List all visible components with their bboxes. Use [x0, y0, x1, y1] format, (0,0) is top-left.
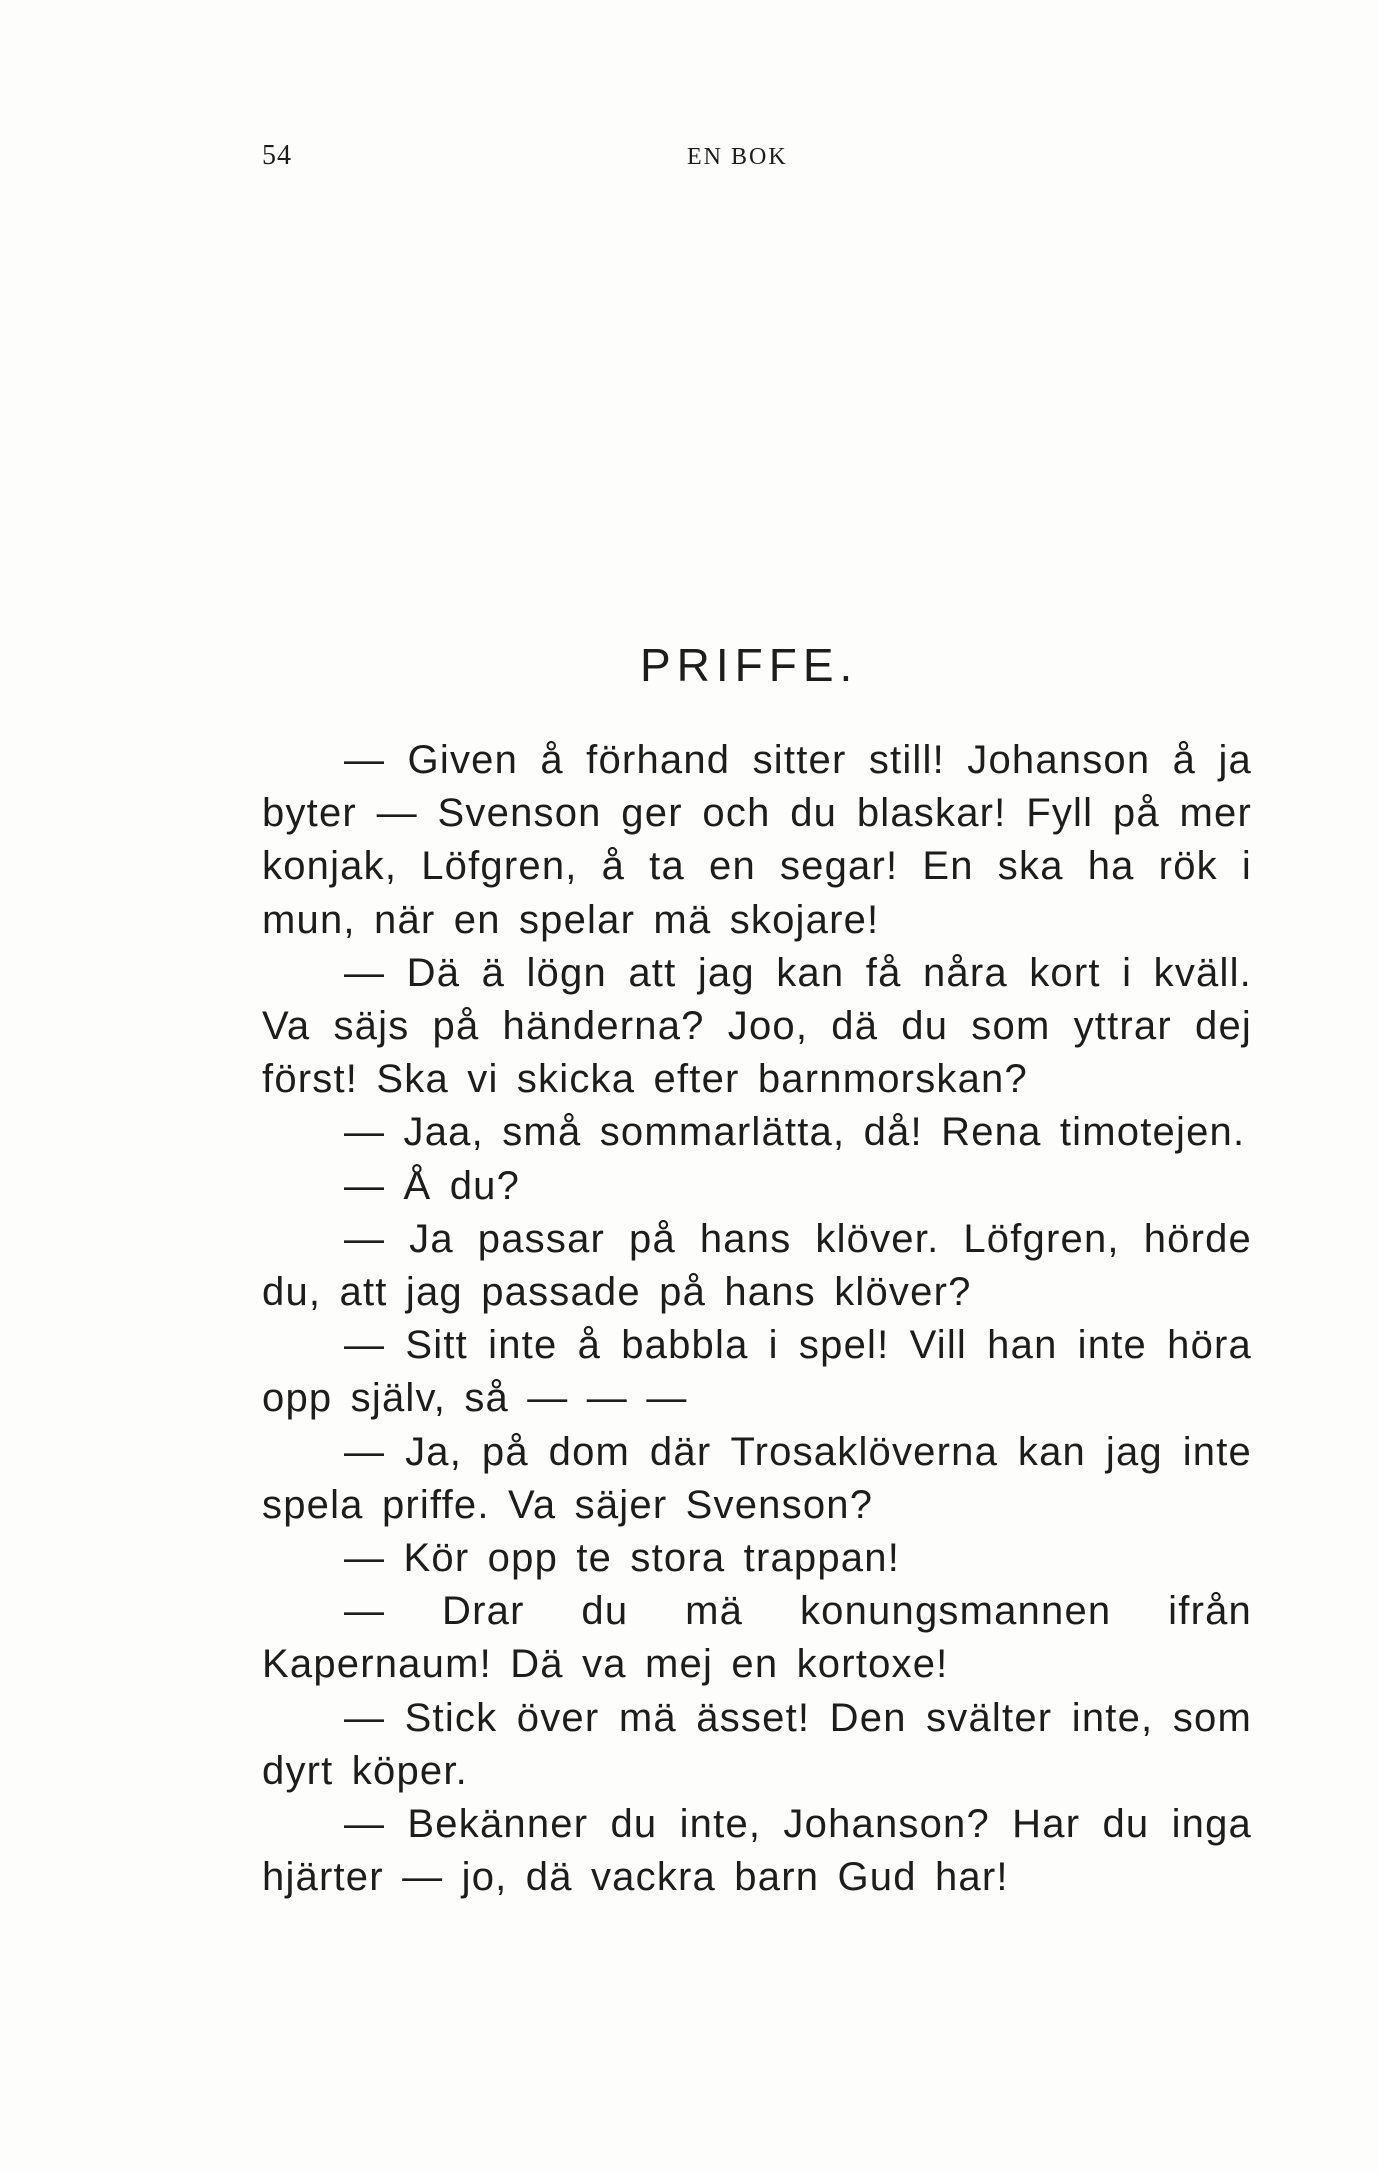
- chapter-title: PRIFFE.: [640, 639, 859, 691]
- page-body: [262, 734, 1252, 1904]
- paragraph: — Dä ä lögn att jag kan få nåra kort i kväll. Va säjs på händerna? Joo, dä du som yttrar dej först! Ska vi skicka efter barnmorskan?: [262, 950, 1252, 1102]
- paragraph: — Kör opp te stora trappan!: [344, 1536, 901, 1581]
- paragraph: — Stick över mä ässet! Den svälter inte, som dyrt köper.: [262, 1695, 1252, 1793]
- running-head: EN BOK: [687, 144, 788, 170]
- paragraph: — Bekänner du inte, Johanson? Har du inga hjärter — jo, dä vackra barn Gud har!: [262, 1802, 1252, 1900]
- page-number: 54: [262, 140, 292, 171]
- paragraph: — Jaa, små sommarlätta, då! Rena timotejen.: [344, 1110, 1246, 1155]
- page-header: [262, 140, 1252, 180]
- paragraph: — Drar du mä konungsmannen ifrån Kapernaum! Dä va mej en kortoxe!: [262, 1589, 1252, 1687]
- paragraph: — Å du?: [344, 1163, 521, 1208]
- paragraph: — Given å förhand sitter still! Johanson å ja byter — Svenson ger och du blaskar! Fyll på mer konjak, Löfgren, å ta en segar! En ska ha rök i mun, när en spelar mä skojare!: [262, 738, 1252, 942]
- paragraph: — Ja, på dom där Trosaklöverna kan jag inte spela priffe. Va säjer Svenson?: [262, 1429, 1252, 1527]
- paragraph: — Ja passar på hans klöver. Löfgren, hörde du, att jag passade på hans klöver?: [262, 1216, 1252, 1315]
- paragraph: — Sitt inte å babbla i spel! Vill han inte höra opp själv, så — — —: [262, 1323, 1252, 1421]
